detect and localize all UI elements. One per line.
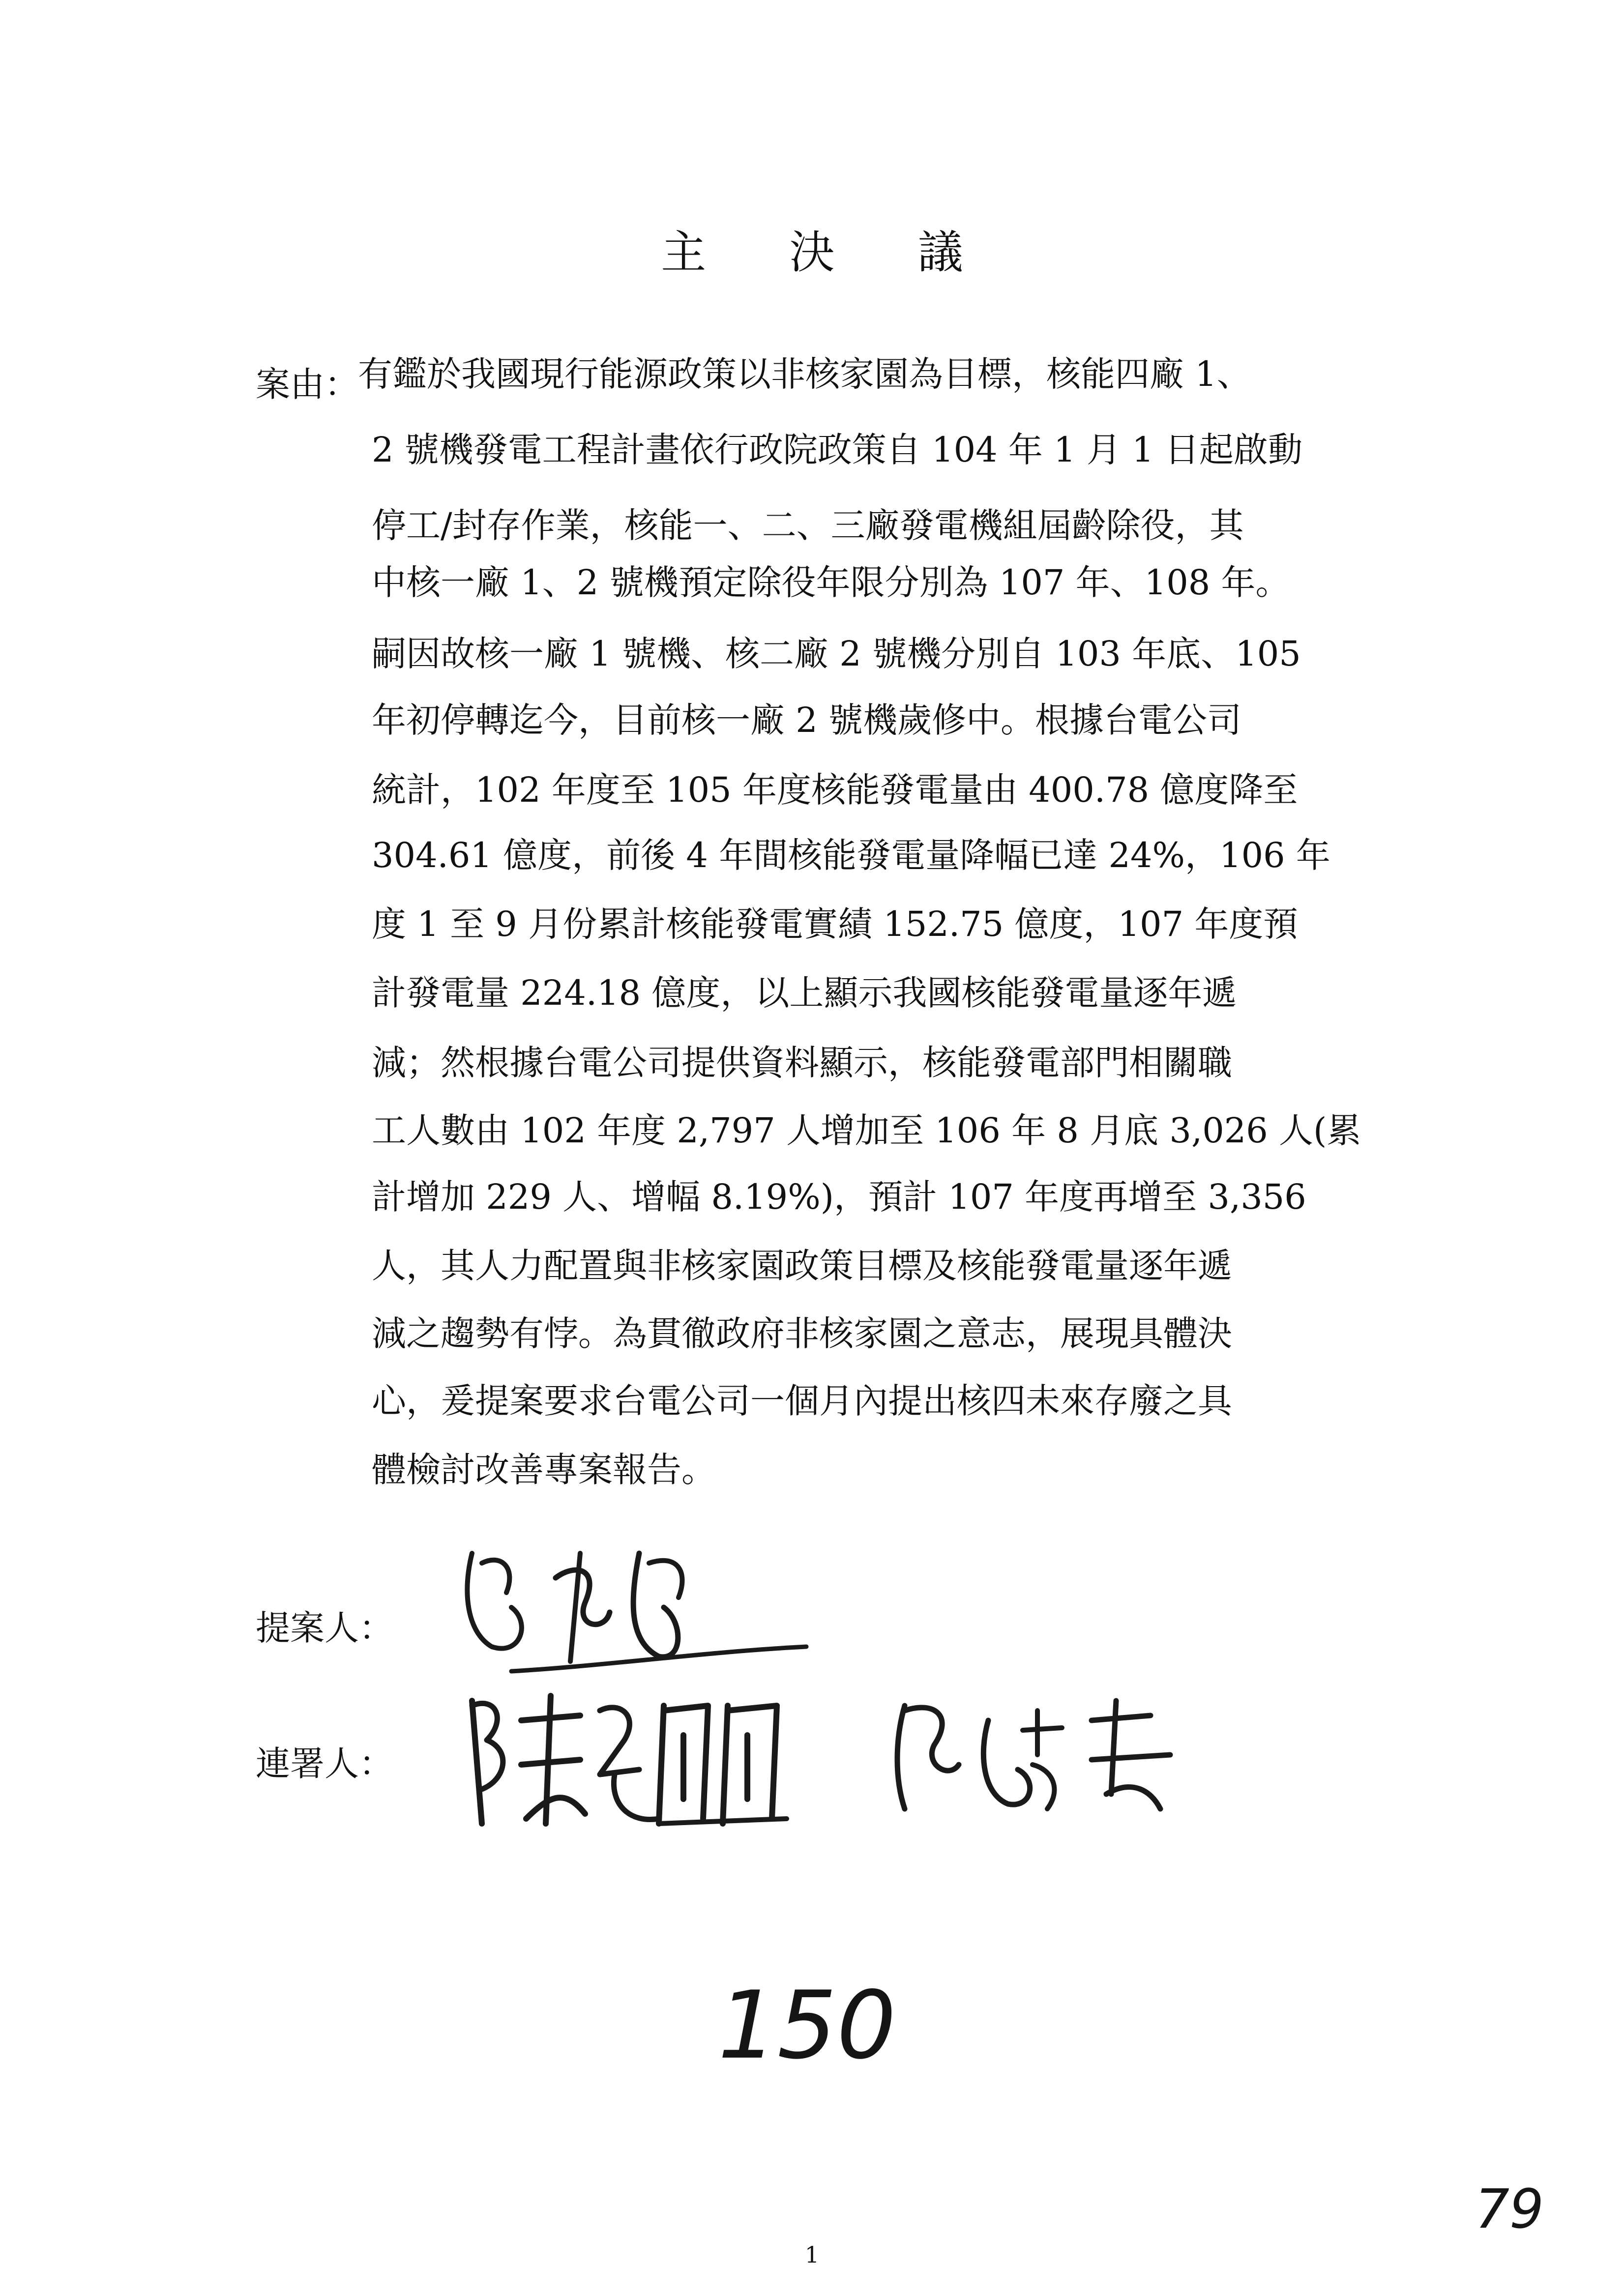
case-line: 統計，102 年度至 105 年度核能發電量由 400.78 億度降至 (372, 770, 1298, 810)
case-line: 心，爰提案要求台電公司一個月內提出核四未來存廢之具 (372, 1381, 1232, 1421)
cosigner-signature-2 (875, 1681, 1229, 1829)
case-line: 減之趨勢有悖。為貫徹政府非核家園之意志，展現具體決 (372, 1313, 1232, 1354)
case-line: 2 號機發電工程計畫依行政院政策自 104 年 1 月 1 日起啟動 (372, 430, 1302, 470)
case-line: 減；然根據台電公司提供資料顯示，核能發電部門相關職 (372, 1043, 1232, 1083)
case-line: 計發電量 224.18 億度，以上顯示我國核能發電量逐年遞 (372, 973, 1237, 1013)
case-line: 停工/封存作業，核能一、二、三廠發電機組屆齡除役，其 (372, 505, 1244, 546)
case-line: 有鑑於我國現行能源政策以非核家園為目標，核能四廠 1、 (358, 354, 1251, 394)
handwritten-corner-number: 79 (1475, 2178, 1544, 2240)
case-line: 工人數由 102 年度 2,797 人增加至 106 年 8 月底 3,026 人(累 (372, 1110, 1361, 1151)
document-title: 主 決 議 (661, 226, 998, 279)
case-line: 年初停轉迄今，目前核一廠 2 號機歲修中。根據台電公司 (372, 700, 1242, 740)
case-line: 人，其人力配置與非核家園政策目標及核能發電量逐年遞 (372, 1246, 1232, 1286)
cosigner-signature-1 (452, 1676, 806, 1843)
proposer-label: 提案人： (256, 1608, 393, 1648)
cosigner-label: 連署人： (256, 1744, 393, 1784)
case-line: 計增加 229 人、增幅 8.19%)，預計 107 年度再增至 3,356 (372, 1177, 1306, 1217)
case-label: 案由： (256, 364, 359, 405)
case-line: 體檢討改善專案報告。 (372, 1450, 716, 1490)
handwritten-number: 150 (718, 1971, 896, 2080)
case-line: 嗣因故核一廠 1 號機、核二廠 2 號機分別自 103 年底、105 (372, 634, 1301, 674)
page-number: 1 (804, 2241, 820, 2268)
case-line: 度 1 至 9 月份累計核能發電實績 152.75 億度，107 年度預 (372, 904, 1298, 944)
case-line: 304.61 億度，前後 4 年間核能發電量降幅已達 24%，106 年 (372, 835, 1330, 875)
case-line: 中核一廠 1、2 號機預定除役年限分別為 107 年、108 年。 (372, 562, 1290, 603)
proposer-signature (452, 1534, 826, 1691)
